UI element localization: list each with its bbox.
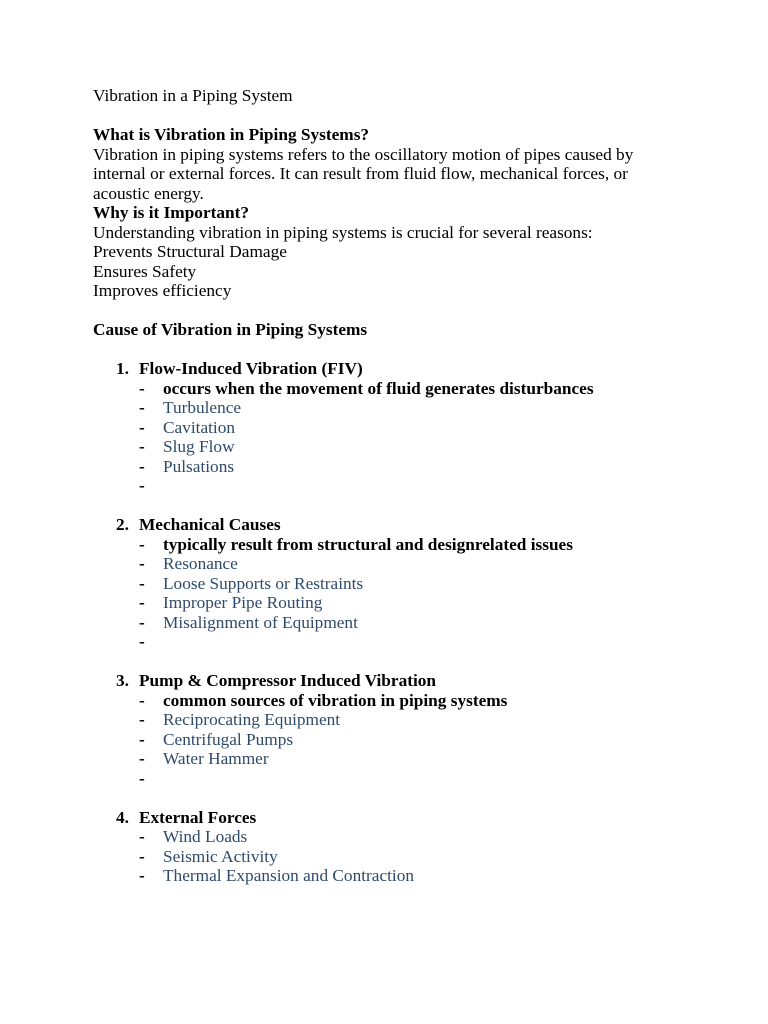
cause-subtitle-row xyxy=(93,691,693,711)
cause-title: Pump & Compressor Induced Vibration xyxy=(139,671,437,690)
cause-title-row xyxy=(93,359,693,379)
dash-bullet: - xyxy=(139,632,145,651)
dash-bullet: - xyxy=(139,398,145,417)
dash-bullet: - xyxy=(139,710,145,729)
cause-point xyxy=(93,613,693,633)
cause-point xyxy=(93,769,693,789)
dash-bullet: - xyxy=(139,378,145,398)
cause-point-text: Turbulence xyxy=(163,398,242,417)
dash-bullet: - xyxy=(139,437,145,456)
cause-point-text: Loose Supports or Restraints xyxy=(163,573,364,593)
dash-bullet: - xyxy=(139,729,145,749)
cause-point-text: Cavitation xyxy=(163,417,235,437)
what-body-line: acoustic energy. xyxy=(93,183,204,203)
dash-bullet: - xyxy=(139,612,145,632)
causes-list xyxy=(93,359,693,886)
cause-point-text: Improper Pipe Routing xyxy=(163,593,323,612)
what-body-line: Vibration in piping systems refers to the oscillatory motion of pipes caused by xyxy=(93,144,634,164)
dash-bullet: - xyxy=(139,417,145,437)
cause-title: Flow-Induced Vibration (FIV) xyxy=(139,359,363,378)
cause-title-row xyxy=(93,515,693,535)
what-heading: What is Vibration in Piping Systems? xyxy=(93,125,370,144)
dash-bullet: - xyxy=(139,749,145,768)
cause-title: External Forces xyxy=(139,807,257,827)
dash-bullet: - xyxy=(139,827,145,846)
cause-point xyxy=(93,437,693,457)
dash-bullet: - xyxy=(139,554,145,573)
cause-title: Mechanical Causes xyxy=(139,515,281,534)
cause-point-text: Water Hammer xyxy=(163,749,269,768)
dash-bullet: - xyxy=(139,476,145,495)
cause-subtitle-row xyxy=(93,535,693,555)
spacer xyxy=(93,106,693,126)
cause-point-text: Resonance xyxy=(163,554,238,573)
cause-subtitle-row xyxy=(93,379,693,399)
cause-number: 1. xyxy=(116,359,129,378)
cause-subtitle: common sources of vibration in piping systems xyxy=(163,690,508,710)
dash-bullet: - xyxy=(139,846,145,866)
cause-number: 4. xyxy=(116,807,129,827)
cause-point-text: Centrifugal Pumps xyxy=(163,729,294,749)
cause-number: 3. xyxy=(116,671,129,690)
why-line: Ensures Safety xyxy=(93,261,197,281)
cause-point-text: Seismic Activity xyxy=(163,846,278,866)
spacer xyxy=(93,652,693,672)
what-body-line: internal or external forces. It can result from fluid flow, mechanical forces, or xyxy=(93,164,628,183)
dash-bullet: - xyxy=(139,573,145,593)
cause-point xyxy=(93,749,693,769)
cause-point-text: Slug Flow xyxy=(163,437,235,456)
cause-item xyxy=(93,808,693,886)
dash-bullet: - xyxy=(139,534,145,554)
cause-subtitle: occurs when the movement of fluid generates disturbances xyxy=(163,378,594,398)
why-line: Understanding vibration in piping systems is crucial for several reasons: xyxy=(93,222,593,242)
spacer xyxy=(93,496,693,516)
cause-point xyxy=(93,866,693,886)
document-content xyxy=(93,86,693,886)
cause-item xyxy=(93,515,693,652)
cause-point xyxy=(93,827,693,847)
cause-title-row xyxy=(93,671,693,691)
causes-heading: Cause of Vibration in Piping Systems xyxy=(93,320,368,339)
cause-point xyxy=(93,593,693,613)
dash-bullet: - xyxy=(139,690,145,710)
cause-item xyxy=(93,359,693,496)
cause-point xyxy=(93,476,693,496)
why-heading: Why is it Important? xyxy=(93,203,250,222)
cause-title-row xyxy=(93,808,693,828)
cause-point-text: Pulsations xyxy=(163,456,235,476)
dash-bullet: - xyxy=(139,768,145,788)
cause-point-text: Reciprocating Equipment xyxy=(163,710,341,729)
document-title: Vibration in a Piping System xyxy=(93,86,293,105)
cause-point xyxy=(93,574,693,594)
dash-bullet: - xyxy=(139,456,145,476)
why-line: Prevents Structural Damage xyxy=(93,242,287,261)
cause-point xyxy=(93,632,693,652)
cause-subtitle: typically result from structural and designrelated issues xyxy=(163,534,573,554)
cause-point-text: Wind Loads xyxy=(163,827,248,846)
cause-point xyxy=(93,710,693,730)
spacer xyxy=(93,340,693,360)
cause-point xyxy=(93,847,693,867)
cause-point xyxy=(93,418,693,438)
cause-point xyxy=(93,730,693,750)
cause-point-text: Misalignment of Equipment xyxy=(163,612,358,632)
dash-bullet: - xyxy=(139,593,145,612)
cause-point-text: Thermal Expansion and Contraction xyxy=(163,866,414,885)
dash-bullet: - xyxy=(139,866,145,885)
cause-point xyxy=(93,457,693,477)
why-line: Improves efficiency xyxy=(93,281,232,300)
cause-number: 2. xyxy=(116,515,129,534)
cause-point xyxy=(93,554,693,574)
cause-item xyxy=(93,671,693,788)
spacer xyxy=(93,788,693,808)
cause-point xyxy=(93,398,693,418)
spacer xyxy=(93,301,693,321)
